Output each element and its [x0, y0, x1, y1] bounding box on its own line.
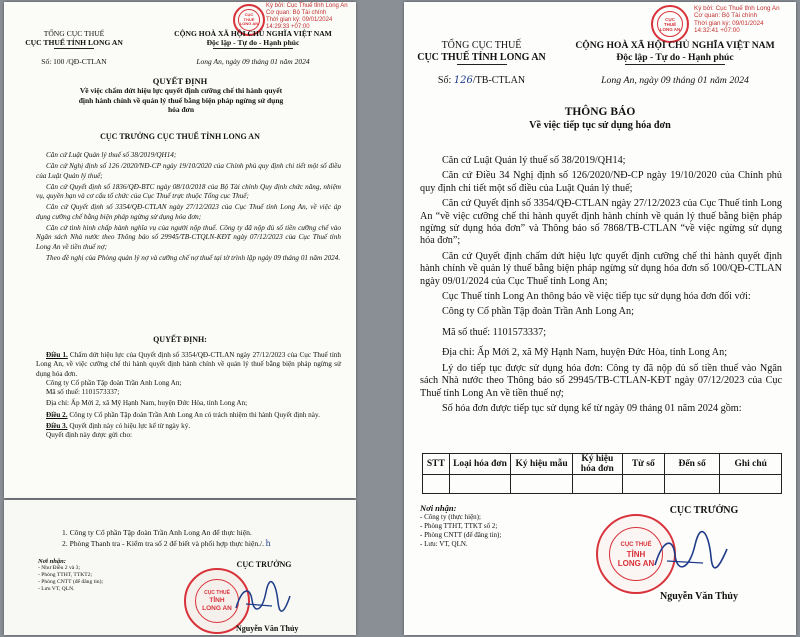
table-row [423, 475, 782, 494]
document-number: Số: 100 /QĐ-CTLAN [41, 57, 107, 66]
article-1-tax: Mã số thuế: 1101573337; [46, 388, 120, 397]
official-stamp-icon: CỤC THUẾ TỈNH LONG AN [596, 514, 676, 594]
place-date: Long An, ngày 09 tháng 01 năm 2024 [601, 75, 749, 86]
basis-item: Căn cứ Quyết định số 3354/QĐ-CTLAN ngày 27/12/2023 của Cục Thuế tỉnh Long An, về việc áp dụng cưỡng chế bằng biện pháp ngừng sử dụng hóa đơn; [36, 203, 341, 221]
doc-type-title: THÔNG BÁO [564, 106, 636, 118]
article-3-recipients: Quyết định này được gửi cho: [46, 431, 133, 440]
official-stamp-icon: CỤC THUẾ TỈNH LONG AN [184, 568, 250, 634]
basis-item: Căn cứ tình hình chấp hành nghĩa vụ của người nộp thuế. Công ty đã nộp đủ số tiền cưỡng chế vào Ngân sách Nhà nước theo Thông báo số 29945/TB-CTQLN-KĐT ngày 07/12/2023 của Cục Thuế tỉnh Long An về tiền thuế nợ; [36, 224, 341, 251]
basis-item: Căn cứ Quyết định chấm dứt hiệu lực quyết định cưỡng chế thi hành quyết định hành chính về quản lý thuế bằng biện pháp ngừng sử dụng hóa đơn số 100/QĐ-CTLAN ngày 09/01/2024 của Cục Thuế tỉnh Long An; [420, 250, 782, 287]
decision-document-page [4, 2, 356, 498]
send-to-block: Nơi nhận: - Như Điều 2 và 3; - Phòng TTHT, TTKT2; - Phòng CNTT (để đăng tin); - Lưu VT, QLN. [38, 558, 103, 592]
notice-document-page [404, 2, 796, 635]
decides-heading: QUYẾT ĐỊNH: [153, 335, 207, 344]
reason: Lý do tiếp tục được sử dụng hóa đơn: Công ty đã nộp đủ số tiền thuế vào Ngân sách Nhà nước theo Thông báo số 29945/TB-CTLAN-KĐT ngày 07/12/2023 của Cục Thuế tỉnh Long An về tiền thuế nợ; [420, 362, 782, 399]
doc-subject: Về việc tiếp tục sử dụng hóa đơn [529, 120, 671, 131]
article-1-address: Địa chỉ: Ấp Mới 2, xã Mỹ Hạnh Nam, huyện Đức Hòa, tỉnh Long An; [46, 399, 248, 408]
doc-subject: Về việc chấm dứt hiệu lực quyết định cưỡng chế thi hành quyết định hành chính về quản lý thuế bằng biện pháp ngừng sử dụng hóa đơn [78, 86, 284, 114]
basis-item: Căn cứ Luật Quản lý thuế số 38/2019/QH14; [46, 151, 177, 159]
article-1-company: Công ty Cổ phần Tập đoàn Trần Anh Long An; [46, 378, 182, 387]
article-3: Điều 3. Quyết định này có hiệu lực kể từ ngày ký. [46, 422, 191, 431]
send-to-block: Nơi nhận: - Công ty (thực hiện); - Phòng TTHT, TTKT số 2; - Phòng CNTT (để đăng tin); - Lưu: VT, QLN. [420, 503, 502, 548]
issuer-title: CỤC TRƯỞNG CỤC THUẾ TỈNH LONG AN [100, 132, 260, 141]
basis-item: Căn cứ Quyết định số 1836/QĐ-BTC ngày 08/10/2018 của Bộ Tài chính Quy định chức năng, nhiệm vụ, quyền hạn và cơ cấu tổ chức của Cục Thuế trực thuộc Tổng cục Thuế; [36, 182, 341, 201]
signer-title: CỤC TRƯỞNG [669, 505, 739, 516]
national-header: CỘNG HOÀ XÃ HỘI CHỦ NGHĨA VIỆT NAM Độc lập - Tự do - Hạnh phúc [554, 40, 796, 65]
agency-header: TỔNG CỤC THUẾ CỤC THUẾ TỈNH LONG AN [404, 40, 559, 65]
digital-signature-info: Ký bởi: Cục Thuế tỉnh Long An Cơ quan: Bộ Tài chính Thời gian ký: 09/01/2024 14:29:33 +07:00 [266, 3, 348, 30]
tax-code: Mã số thuế: 1101573337; [442, 326, 547, 338]
recipient-list: 1. Công ty Cổ phần Tập đoàn Trần Anh Long An để thực hiện. 2. Phòng Thanh tra - Kiểm tra số 2 để biết và phối hợp thực hiện./. h [62, 528, 271, 548]
handwritten-signature-icon [232, 578, 292, 618]
basis-item: Theo đề nghị của Phòng quản lý nợ và cưỡng chế nợ thuế tại tờ trình lập ngày 09 tháng 01 năm 2024. [46, 253, 341, 262]
legal-bases [420, 155, 782, 415]
stamp-icon: CỤC THUẾ LONG AN [233, 4, 265, 36]
basis-item: Căn cứ Quyết định số 3354/QĐ-CTLAN ngày 27/12/2023 của Cục Thuế tỉnh Long An “về việc cưỡng chế thi hành quyết định hành chính về quản lý thuế bằng biện pháp ngừng sử dụng hóa đơn” và Thông báo số 7868/TB-CTLAN “về việc ngừng sử dụng hóa đơn”; [420, 198, 782, 247]
invoice-count-line: Số hóa đơn được tiếp tục sử dụng kể từ ngày 09 tháng 01 năm 2024 gồm: [442, 402, 742, 414]
invoice-table [422, 453, 782, 494]
decision-document-page-bottom [4, 500, 356, 635]
article-2: Điều 2. Công ty Cổ phần Tập đoàn Trần Anh Long An có trách nhiệm thi hành Quyết định này. [46, 410, 320, 419]
basis-item: Căn cứ Luật Quản lý thuế số 38/2019/QH14; [442, 155, 626, 166]
national-header: CỘNG HOÀ XÃ HỘI CHỦ NGHĨA VIỆT NAM Độc lập - Tự do - Hạnh phúc [174, 29, 332, 47]
basis-item: Căn cứ Nghị định số 126 /2020/NĐ-CP ngày 19/10/2020 của Chính phủ quy định chi tiết một số điều của Luật Quản lý thuế; [36, 162, 341, 180]
doc-type-title: QUYẾT ĐỊNH [152, 76, 208, 86]
basis-item: Căn cứ Điều 34 Nghị định số 126/2020/NĐ-CP ngày 19/10/2020 của Chính phủ quy định chi tiết một số điều của Luật Quản lý thuế; [420, 170, 782, 194]
signer-title: CỤC TRƯỞNG [236, 560, 292, 569]
signer-name: Nguyễn Văn Thủy [660, 591, 738, 602]
notice-intro: Cục Thuế tỉnh Long An thông báo về việc tiếp tục sử dụng hóa đơn đối với: [442, 291, 751, 303]
signer-name: Nguyễn Văn Thủy [236, 624, 299, 633]
digital-signature-info: Ký bởi: Cục Thuế tỉnh Long An Cơ quan: Bộ Tài chính Thời gian ký: 09/01/2024 14:32:41 +07:00 [694, 5, 780, 35]
article-1: Điều 1. Chấm dứt hiệu lực của Quyết định số 3354/QĐ-CTLAN ngày 27/12/2023 của Cục Thuế tỉnh Long An, về việc cưỡng chế thi hành quyết định hành chính về quản lý thuế bằng biện pháp ngừng sử dụng hóa đơn. [36, 351, 341, 378]
place-date: Long An, ngày 09 tháng 01 năm 2024 [196, 57, 310, 66]
document-number: Số: 126/TB-CTLAN [437, 75, 526, 86]
stamp-icon: CỤC THUẾ LONG AN [651, 5, 689, 43]
legal-bases [36, 151, 341, 263]
handwritten-signature-icon [649, 527, 729, 577]
articles [36, 351, 341, 441]
agency-header: TỔNG CỤC THUẾ CỤC THUẾ TỈNH LONG AN [25, 29, 123, 47]
company-name: Công ty Cổ phần Tập đoàn Trần Anh Long An; [442, 306, 634, 318]
company-address: Địa chỉ: Ấp Mới 2, xã Mỹ Hạnh Nam, huyện Đức Hòa, tỉnh Long An; [442, 347, 728, 359]
table-header-row: STT Loại hóa đơn Ký hiệu mẫu Ký hiệu hóa đơn Từ số Đến số Ghi chú [423, 454, 782, 475]
